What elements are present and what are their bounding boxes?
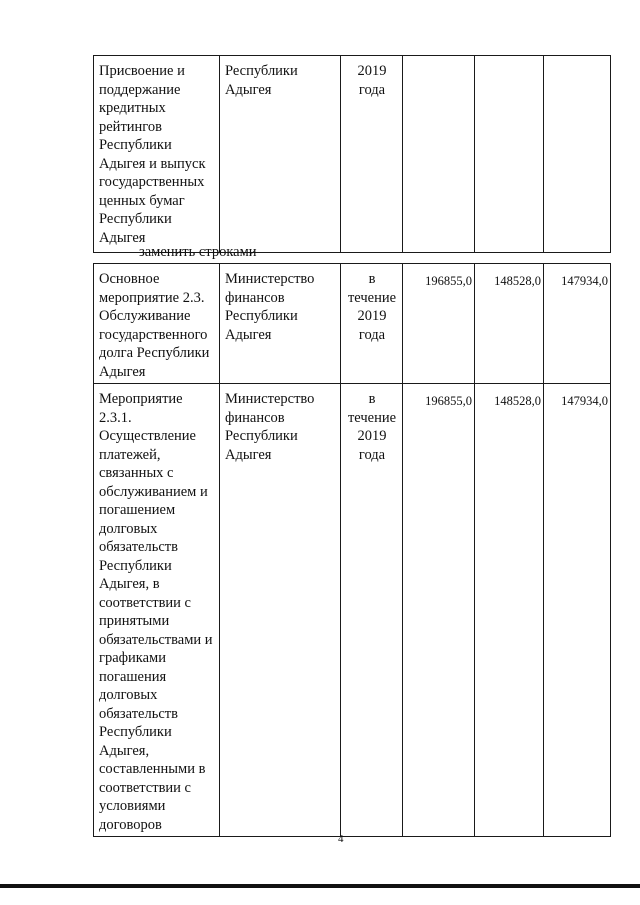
amount-cell-1: [403, 56, 475, 253]
amount-cell-1: 196855,0: [403, 264, 475, 384]
amount-cell-3: 147934,0: [544, 264, 611, 384]
executor-cell: Министерство финансов Республики Адыгея: [220, 264, 341, 384]
table-row: [94, 56, 611, 253]
continued-table: [93, 55, 611, 253]
period-cell: в течение 2019 года: [341, 384, 403, 837]
event-cell: Основное мероприятие 2.3. Обслуживание государственного долга Республики Адыгея: [94, 264, 220, 384]
replace-caption: заменить строками: [139, 244, 257, 260]
amount-cell-3: 147934,0: [544, 384, 611, 837]
bottom-rule: [0, 884, 640, 888]
amount-cell-1: 196855,0: [403, 384, 475, 837]
table-row: [94, 384, 611, 837]
table-row: [94, 264, 611, 384]
executor-cell: Республики Адыгея: [220, 56, 341, 253]
period-cell: в течение 2019 года: [341, 264, 403, 384]
event-cell: Мероприятие 2.3.1. Осуществление платежей, связанных с обслуживанием и погашением долговых обязательств Республики Адыгея, в соответствии с принятыми обязательствами и графиками погашения долговых обязательств Республики Адыгея, составленными в соответствии с условиями договоров: [94, 384, 220, 837]
amount-cell-2: 148528,0: [475, 264, 544, 384]
amount-cell-2: [475, 56, 544, 253]
period-cell: 2019 года: [341, 56, 403, 253]
executor-cell: Министерство финансов Республики Адыгея: [220, 384, 341, 837]
page-number: 4: [338, 833, 344, 845]
replacement-table: [93, 263, 611, 837]
amount-cell-3: [544, 56, 611, 253]
amount-cell-2: 148528,0: [475, 384, 544, 837]
event-cell: Присвоение и поддержание кредитных рейтингов Республики Адыгея и выпуск государственных ценных бумаг Республики Адыгея: [94, 56, 220, 253]
